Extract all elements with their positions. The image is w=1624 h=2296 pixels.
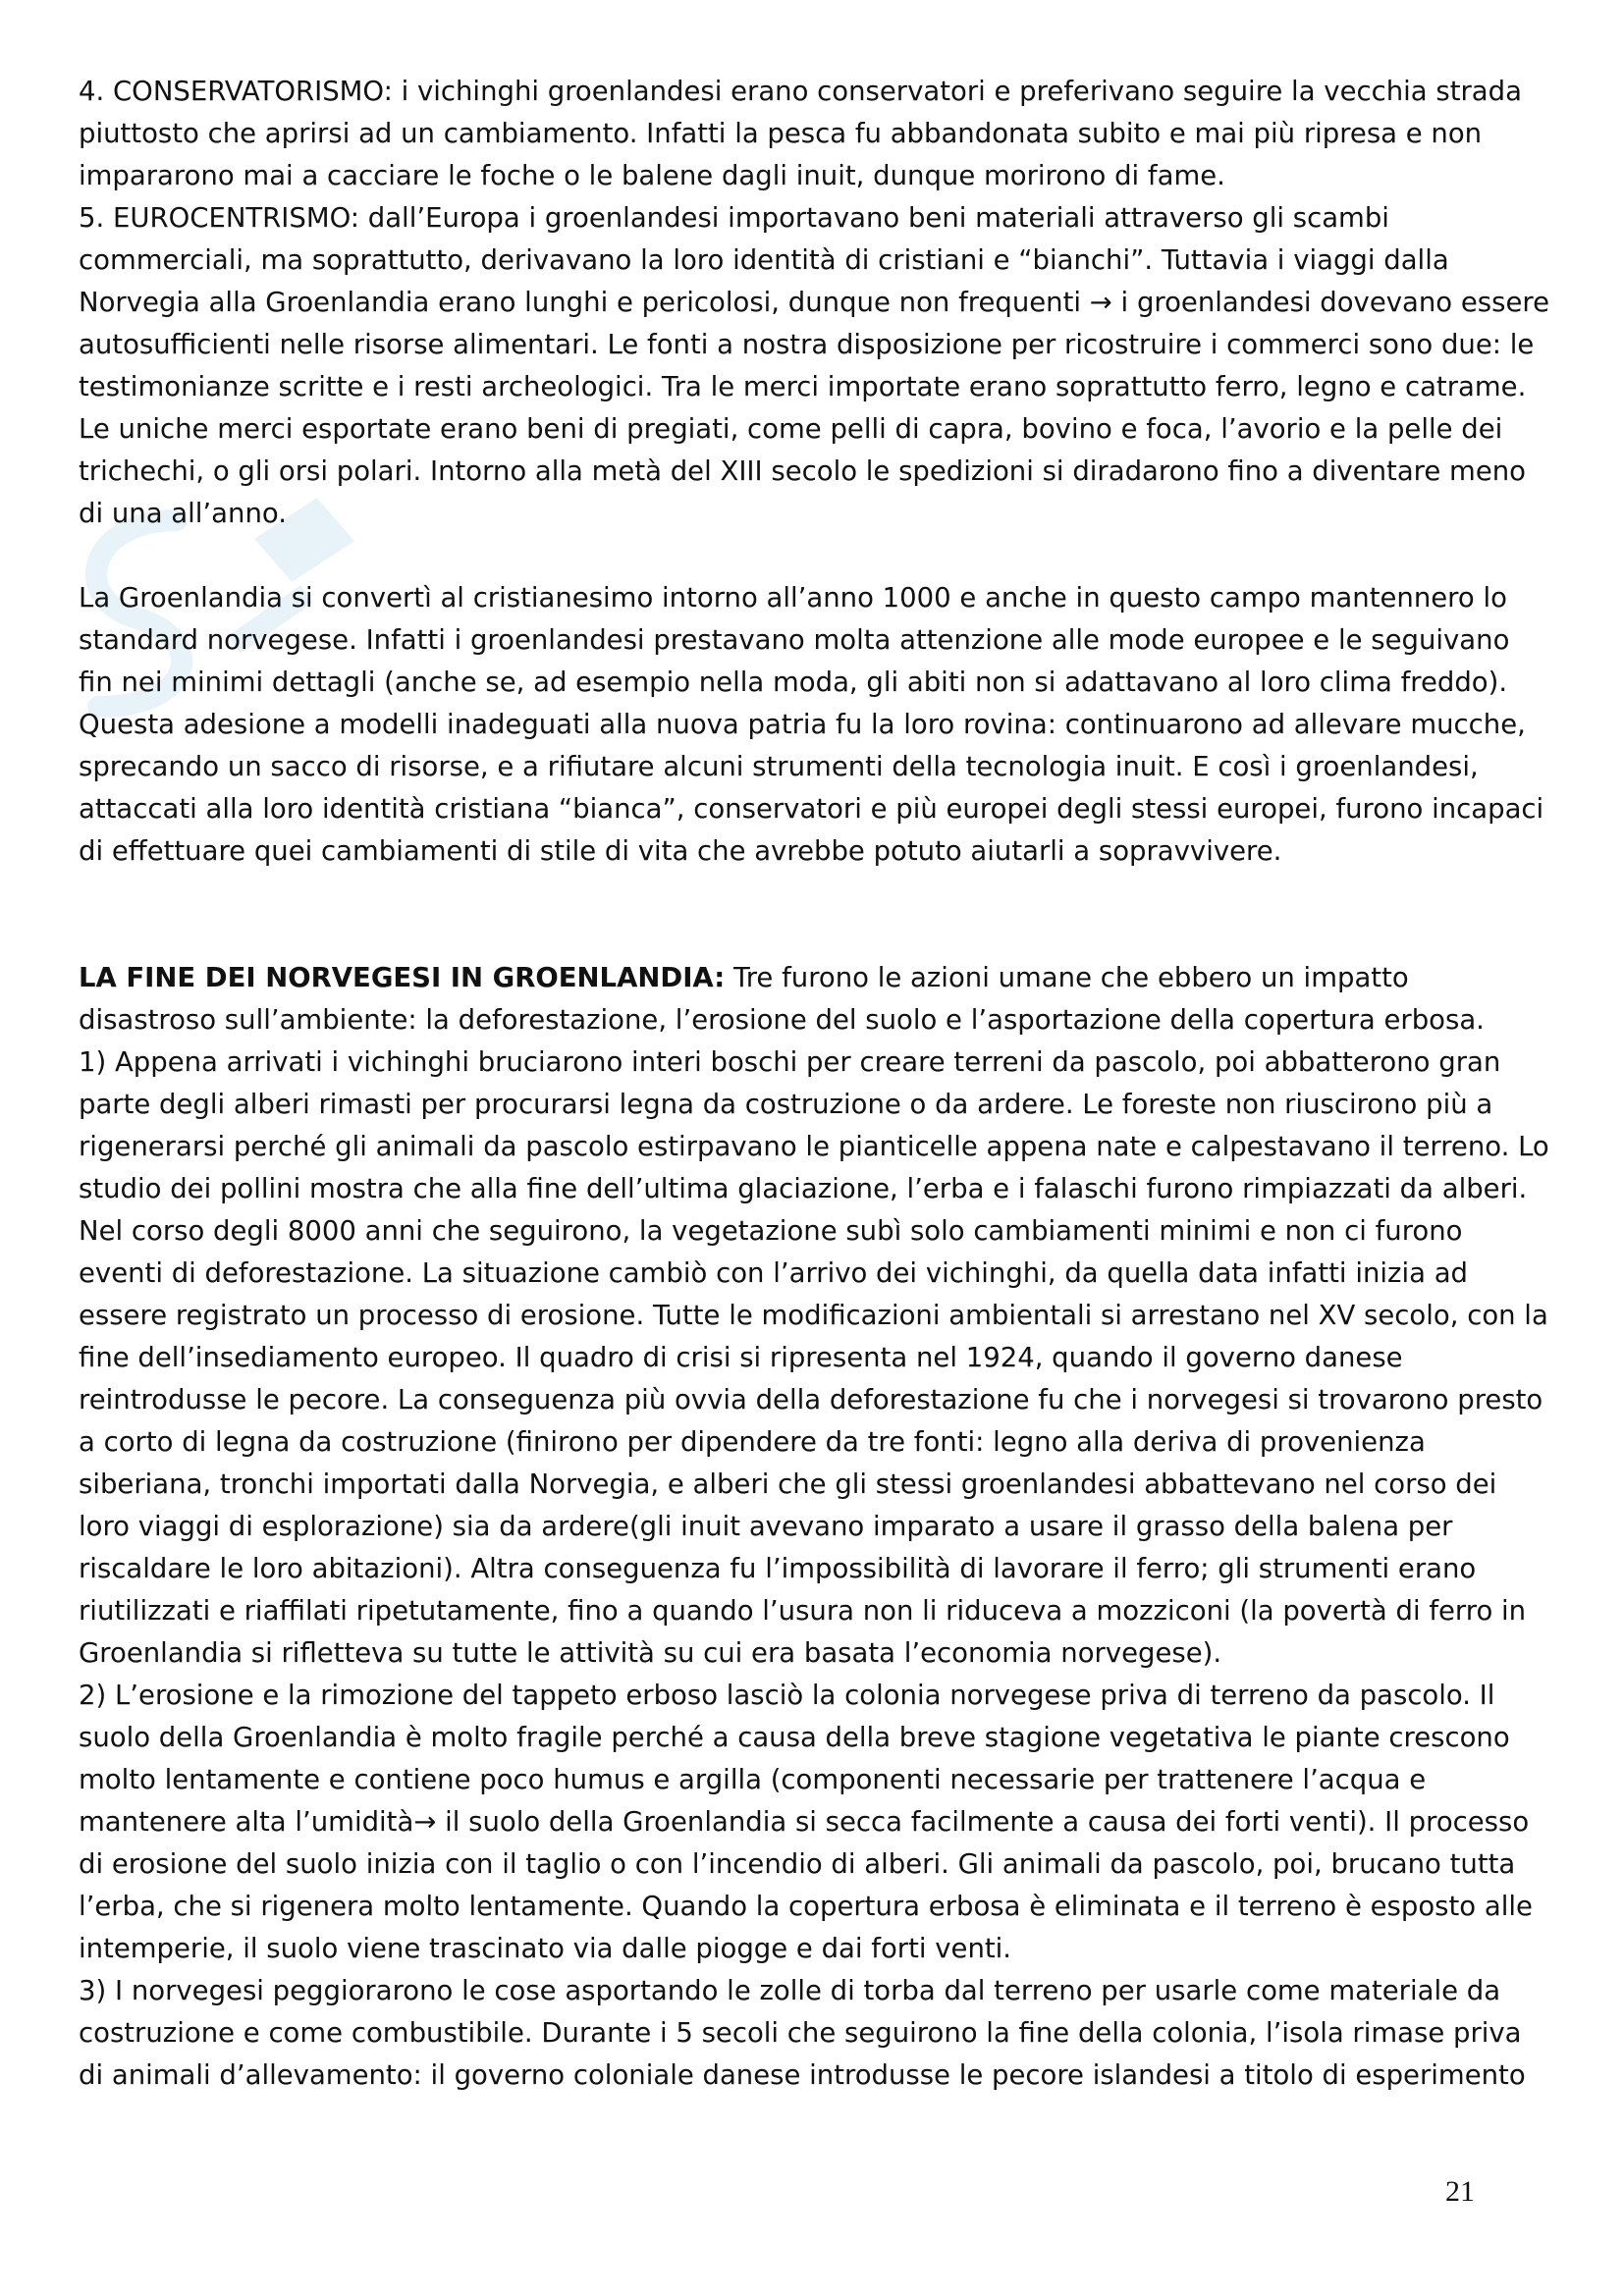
paragraph-cristianesimo: La Groenlandia si convertì al cristianesimo intorno all’anno 1000 e anche in questo campo mantennero lo standard norvegese. Infatti i groenlandesi prestavano molta attenzione alle mode europee e le seguivano fin nei minimi dettagli (anche se, ad esempio nella moda, gli abiti non si adattavano al loro clima freddo). Questa adesione a modelli inadeguati alla nuova patria fu la loro rovina: continuarono ad allevare mucche, sprecando un sacco di risorse, e a rifiutare alcuni strumenti della tecnologia inuit. E così i groenlandesi, attaccati alla loro identità cristiana “bianca”, conservatori e più europei degli stessi europei, furono incapaci di effettuare quei cambiamenti di stile di vita che avrebbe potuto aiutarli a sopravvivere. <box>79 582 1544 867</box>
document-page <box>79 71 1551 2097</box>
section-intro: Tre furono le azioni umane che ebbero un impatto disastroso sull’ambiente: la deforestazione, l’erosione del suolo e l’asportazione della copertura erbosa. <box>79 962 1485 1036</box>
section-intro-paragraph <box>79 957 1551 1041</box>
page-number: 21 <box>1445 2175 1475 2208</box>
paragraph-deforestazione: 1) Appena arrivati i vichinghi bruciarono interi boschi per creare terreni da pascolo, poi abbatterono gran parte degli alberi rimasti per procurarsi legna da costruzione o da ardere. Le foreste non riuscirono più a rigenerarsi perché gli animali da pascolo estirpavano le pianticelle appena nate e calpestavano il terreno. Lo studio dei pollini mostra che alla fine dell’ultima glaciazione, l’erba e i falaschi furono rimpiazzati da alberi. Nel corso degli 8000 anni che seguirono, la vegetazione subì solo cambiamenti minimi e non ci furono eventi di deforestazione. La situazione cambiò con l’arrivo dei vichinghi, da quella data infatti inizia ad essere registrato un processo di erosione. Tutte le modificazioni ambientali si arrestano nel XV secolo, con la fine dell’insediamento europeo. Il quadro di crisi si ripresenta nel 1924, quando il governo danese reintrodusse le pecore. La conseguenza più ovvia della deforestazione fu che i norvegesi si trovarono presto a corto di legna da costruzione (finirono per dipendere da tre fonti: legno alla deriva di provenienza siberiana, tronchi importati dalla Norvegia, e alberi che gli stessi groenlandesi abbattevano nel corso dei loro viaggi di esplorazione) sia da ardere(gli inuit avevano imparato a usare il grasso della balena per riscaldare le loro abitazioni). Altra conseguenza fu l’impossibilità di lavorare il ferro; gli strumenti erano riutilizzati e riaffilati ripetutamente, fino a quando l’usura non li riduceva a mozziconi (la povertà di ferro in Groenlandia si rifletteva su tutte le attività su cui era basata l’economia norvegese). <box>79 1046 1549 1669</box>
paragraph-torba: 3) I norvegesi peggiorarono le cose asportando le zolle di torba dal terreno per usarle come materiale da costruzione e come combustibile. Durante i 5 secoli che seguirono la fine della colonia, l’isola rimase priva di animali d’allevamento: il governo coloniale danese introdusse le pecore islandesi a titolo di esperimento <box>79 1975 1526 2091</box>
section-heading: LA FINE DEI NORVEGESI IN GROENLANDIA: <box>79 962 726 993</box>
paragraph-erosione: 2) L’erosione e la rimozione del tappeto erboso lasciò la colonia norvegese priva di terreno da pascolo. Il suolo della Groenlandia è molto fragile perché a causa della breve stagione vegetativa le piante crescono molto lentamente e contiene poco humus e argilla (componenti necessarie per trattenere l’acqua e mantenere alta l’umidità→ il suolo della Groenlandia si secca facilmente a causa dei forti venti). Il processo di erosione del suolo inizia con il taglio o con l’incendio di alberi. Gli animali da pascolo, poi, brucano tutta l’erba, che si rigenera molto lentamente. Quando la copertura erbosa è eliminata e il terreno è esposto alle intemperie, il suolo viene trascinato via dalle piogge e dai forti venti. <box>79 1680 1533 1964</box>
paragraph-eurocentrismo: 5. EUROCENTRISMO: dall’Europa i groenlandesi importavano beni materiali attraverso gli scambi commerciali, ma soprattutto, derivavano la loro identità di cristiani e “bianchi”. Tuttavia i viaggi dalla Norvegia alla Groenlandia erano lunghi e pericolosi, dunque non frequenti → i groenlandesi dovevano essere autosufficienti nelle risorse alimentari. Le fonti a nostra disposizione per ricostruire i commerci sono due: le testimonianze scritte e i resti archeologici. Tra le merci importate erano soprattutto ferro, legno e catrame. Le uniche merci esportate erano beni di pregiati, come pelli di capra, bovino e foca, l’avorio e la pelle dei trichechi, o gli orsi polari. Intorno alla metà del XIII secolo le spedizioni si diradarono fino a diventare meno di una all’anno. <box>79 202 1549 529</box>
paragraph-conservatorismo: 4. CONSERVATORISMO: i vichinghi groenlandesi erano conservatori e preferivano seguire la vecchia strada piuttosto che aprirsi ad un cambiamento. Infatti la pesca fu abbandonata subito e mai più ripresa e non impararono mai a cacciare le foche o le balene dagli inuit, dunque morirono di fame. <box>79 76 1522 191</box>
